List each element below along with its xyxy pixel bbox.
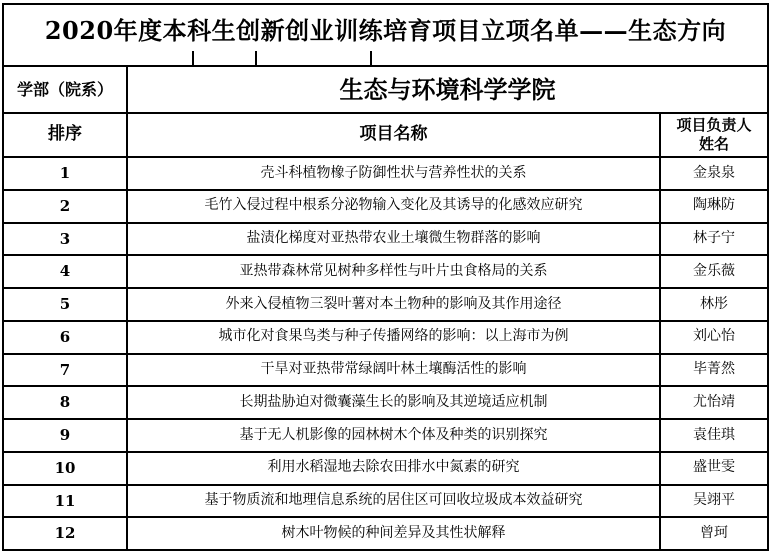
leader-name-cell: 刘心怡	[693, 328, 735, 345]
table-row	[4, 191, 767, 224]
title-divider-strip	[4, 51, 767, 67]
header-leader-cell	[661, 114, 767, 156]
project-table	[2, 3, 769, 551]
table-row	[4, 289, 767, 322]
table-row	[4, 224, 767, 257]
table-row	[4, 453, 767, 486]
table-body	[4, 158, 767, 549]
rank-cell: 7	[4, 355, 128, 386]
leader-name-cell: 毕菁然	[693, 361, 735, 378]
leader-name-cell: 吴翊平	[693, 492, 735, 509]
project-name-cell: 外来入侵植物三裂叶薯对本土物种的影响及其作用途径	[128, 289, 661, 320]
rank-cell: 11	[4, 486, 128, 517]
table-row	[4, 158, 767, 191]
project-name-cell: 利用水稻湿地去除农田排水中氮素的研究	[128, 453, 661, 484]
project-name-cell: 亚热带森林常见树种多样性与叶片虫食格局的关系	[128, 256, 661, 287]
table-row	[4, 518, 767, 549]
divider-tick	[192, 51, 194, 65]
divider-tick	[370, 51, 372, 65]
table-header-row	[4, 114, 767, 158]
header-project-cell: 项目名称	[128, 114, 661, 156]
leader-name-cell: 金乐薇	[693, 262, 735, 279]
header-leader-line2: 姓名	[698, 135, 729, 153]
project-name-cell: 壳斗科植物橡子防御性状与营养性状的关系	[128, 158, 661, 189]
rank-cell: 6	[4, 322, 128, 353]
leader-name-cell: 袁佳琪	[693, 426, 735, 443]
department-value-cell: 生态与环境科学学院	[339, 74, 556, 104]
leader-name-cell: 金泉泉	[693, 164, 735, 181]
project-name-cell: 干旱对亚热带常绿阔叶林土壤酶活性的影响	[128, 355, 661, 386]
rank-cell: 1	[4, 158, 128, 189]
rank-cell: 4	[4, 256, 128, 287]
project-name-cell: 毛竹入侵过程中根系分泌物输入变化及其诱导的化感效应研究	[128, 191, 661, 222]
leader-name-cell: 尤怡靖	[693, 393, 735, 410]
rank-cell: 5	[4, 289, 128, 320]
header-rank-cell: 排序	[4, 114, 128, 156]
leader-name-cell: 曾珂	[700, 524, 728, 541]
divider-tick	[255, 51, 257, 65]
table-row	[4, 387, 767, 420]
page-title: 2020年度本科生创新创业训练培育项目立项名单——生态方向	[44, 15, 727, 45]
project-name-cell: 盐渍化梯度对亚热带农业土壤微生物群落的影响	[128, 224, 661, 255]
leader-name-cell: 陶琳防	[693, 197, 735, 214]
table-row	[4, 420, 767, 453]
table-row	[4, 486, 767, 519]
project-name-cell: 树木叶物候的种间差异及其性状解释	[128, 518, 661, 549]
leader-name-cell: 林子宁	[693, 230, 735, 247]
rank-cell: 12	[4, 518, 128, 549]
department-label-cell: 学部（院系）	[4, 67, 128, 112]
department-row	[4, 67, 767, 114]
rank-cell: 3	[4, 224, 128, 255]
leader-name-cell: 盛世雯	[693, 459, 735, 476]
project-name-cell: 长期盐胁迫对微囊藻生长的影响及其逆境适应机制	[128, 387, 661, 418]
header-leader-line1: 项目负责人	[676, 115, 752, 134]
project-name-cell: 基于无人机影像的园林树木个体及种类的识别探究	[128, 420, 661, 451]
table-row	[4, 322, 767, 355]
leader-name-cell: 林彤	[700, 295, 728, 312]
project-name-cell: 基于物质流和地理信息系统的居住区可回收垃圾成本效益研究	[128, 486, 661, 517]
rank-cell: 2	[4, 191, 128, 222]
rank-cell: 8	[4, 387, 128, 418]
table-row	[4, 355, 767, 388]
rank-cell: 10	[4, 453, 128, 484]
rank-cell: 9	[4, 420, 128, 451]
table-row	[4, 256, 767, 289]
project-name-cell: 城市化对食果鸟类与种子传播网络的影响：以上海市为例	[128, 322, 661, 353]
